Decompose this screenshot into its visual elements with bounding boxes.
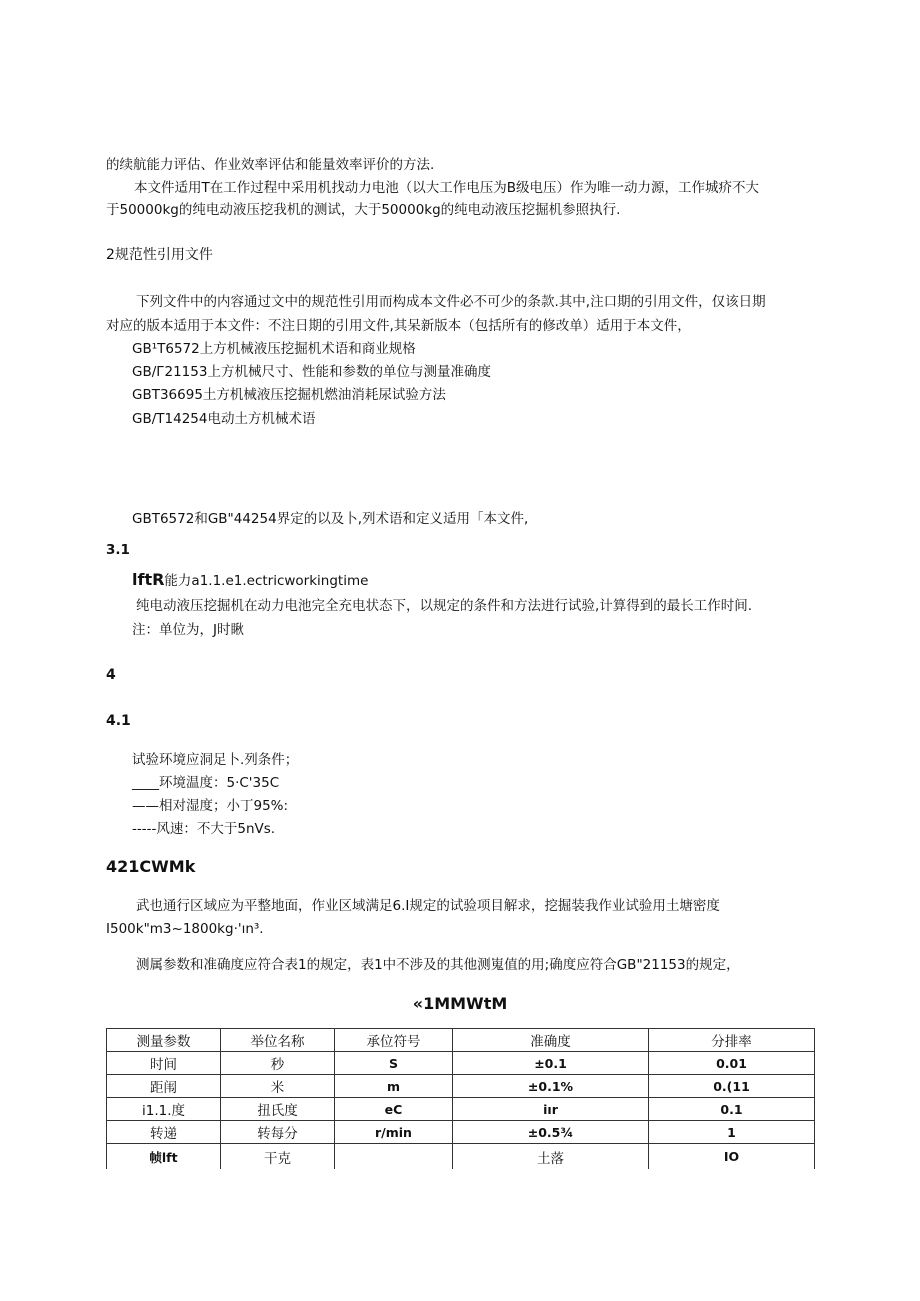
table-row bbox=[107, 1121, 815, 1144]
table-cell: r/min bbox=[335, 1121, 453, 1144]
table-cell: ±0.1% bbox=[453, 1075, 649, 1098]
table-cell: iır bbox=[453, 1098, 649, 1121]
clause-3-1-number: 3.1 bbox=[106, 542, 130, 558]
table-cell: 扭氏度 bbox=[221, 1098, 335, 1121]
table-row bbox=[107, 1144, 815, 1170]
table-header-cell: 测量参数 bbox=[107, 1029, 221, 1052]
environment-item: ____环境温度：5·C'35C bbox=[132, 775, 280, 791]
intro-line-3: 于50000kg的纯电动液压挖我机的测试，大于50000kg的纯电动液压挖掘机参照执行. bbox=[106, 202, 621, 218]
table-header-cell: 分排率 bbox=[649, 1029, 815, 1052]
table-cell: 0.(11 bbox=[649, 1075, 815, 1098]
reference-item: GB/T14254电动土方机械术语 bbox=[132, 411, 316, 427]
section-2-heading: 2规范性引用文件 bbox=[106, 247, 213, 263]
table-cell: 0.01 bbox=[649, 1052, 815, 1075]
term-definition: 纯电动液压挖掘机在动力电池完全充电状态下，以规定的条件和方法进行试验,计算得到的最长工作时间. bbox=[136, 598, 753, 614]
table-cell: 时间 bbox=[107, 1052, 221, 1075]
definitions-intro: GBT6572和GB"44254界定的以及卜,列术语和定义适用「本文件, bbox=[132, 511, 529, 527]
table-cell: 帧lft bbox=[107, 1144, 221, 1170]
table-header-cell: 承位符号 bbox=[335, 1029, 453, 1052]
term-rest: 能力a1.1.e1.ectricworkingtime bbox=[164, 573, 369, 589]
table-row bbox=[107, 1052, 815, 1075]
intro-line-1: 的续航能力评估、作业效率评估和能量效率评价的方法. bbox=[106, 157, 435, 173]
environment-item: ——相对湿度；小丁95%: bbox=[132, 798, 289, 814]
section-2-para-2: 对应的版本适用于本文件：不注日期的引用文件,其呆新版本（包括所有的修改单）适用于本文件， bbox=[106, 318, 691, 334]
accuracy-para: 测属参数和准确度应符合表1的规定，表1中不涉及的其他测嵬值的用;确度应符合GB"21153的规定， bbox=[136, 957, 740, 973]
table-header-cell: 准确度 bbox=[453, 1029, 649, 1052]
reference-item: GB¹T6572上方机械液压挖掘机术语和商业规格 bbox=[132, 341, 416, 357]
table-cell: IO bbox=[649, 1144, 815, 1170]
term-title bbox=[132, 571, 368, 590]
table-cell: ±0.5¾ bbox=[453, 1121, 649, 1144]
table-cell: 土落 bbox=[453, 1144, 649, 1170]
table-cell: 干克 bbox=[221, 1144, 335, 1170]
reference-item: GBT36695土方机械液压挖掘机燃油消耗尿试验方法 bbox=[132, 387, 446, 403]
environment-intro: 试验环境应洞足卜.列条件； bbox=[132, 752, 299, 768]
table-cell: ±0.1 bbox=[453, 1052, 649, 1075]
ground-para-2: I500k"m3~1800kg·'ın³. bbox=[106, 921, 264, 937]
table-cell: 米 bbox=[221, 1075, 335, 1098]
table-cell: 秒 bbox=[221, 1052, 335, 1075]
term-bold: lftR bbox=[132, 570, 165, 589]
clause-4-2-heading: 421CWMk bbox=[106, 857, 196, 876]
table-cell: 转每分 bbox=[221, 1121, 335, 1144]
clause-4-1-number: 4.1 bbox=[106, 713, 131, 729]
reference-item: GB/Г21153上方机械尺寸、性能和参数的单位与测量准确度 bbox=[132, 364, 491, 380]
table-header-row bbox=[107, 1029, 815, 1052]
table-cell: 0.1 bbox=[649, 1098, 815, 1121]
table-cell: eC bbox=[335, 1098, 453, 1121]
table-header-cell: 举位名称 bbox=[221, 1029, 335, 1052]
table-cell: i1.1.度 bbox=[107, 1098, 221, 1121]
section-4-heading: 4 bbox=[106, 667, 116, 683]
section-2-para-1: 下列文件中的内容通过文中的规范性引用而构成本文件必不可少的条款.其中,注口期的引用文件，仅该日期 bbox=[136, 294, 766, 310]
table-caption: «1MMWtM bbox=[412, 994, 508, 1013]
table-cell: 转递 bbox=[107, 1121, 221, 1144]
measurement-table bbox=[106, 1028, 815, 1169]
table-cell: m bbox=[335, 1075, 453, 1098]
environment-item: -----风速：不大于5nVs. bbox=[132, 821, 276, 837]
table-cell: 1 bbox=[649, 1121, 815, 1144]
table-row bbox=[107, 1075, 815, 1098]
table-cell: S bbox=[335, 1052, 453, 1075]
term-note: 注：单位为，J时瞅 bbox=[132, 622, 244, 638]
ground-para-1: 武也通行区域应为平整地面，作业区域满足6.I规定的试验项目解求，挖掘装我作业试验用土塘密度 bbox=[136, 898, 720, 914]
intro-line-2: 本文件适用T在工作过程中采用机找动力电池（以大工作电压为B级电压）作为唯一动力源，工作城疥不大 bbox=[134, 180, 760, 196]
table-row bbox=[107, 1098, 815, 1121]
table-cell: 距闱 bbox=[107, 1075, 221, 1098]
table-cell bbox=[335, 1144, 453, 1170]
